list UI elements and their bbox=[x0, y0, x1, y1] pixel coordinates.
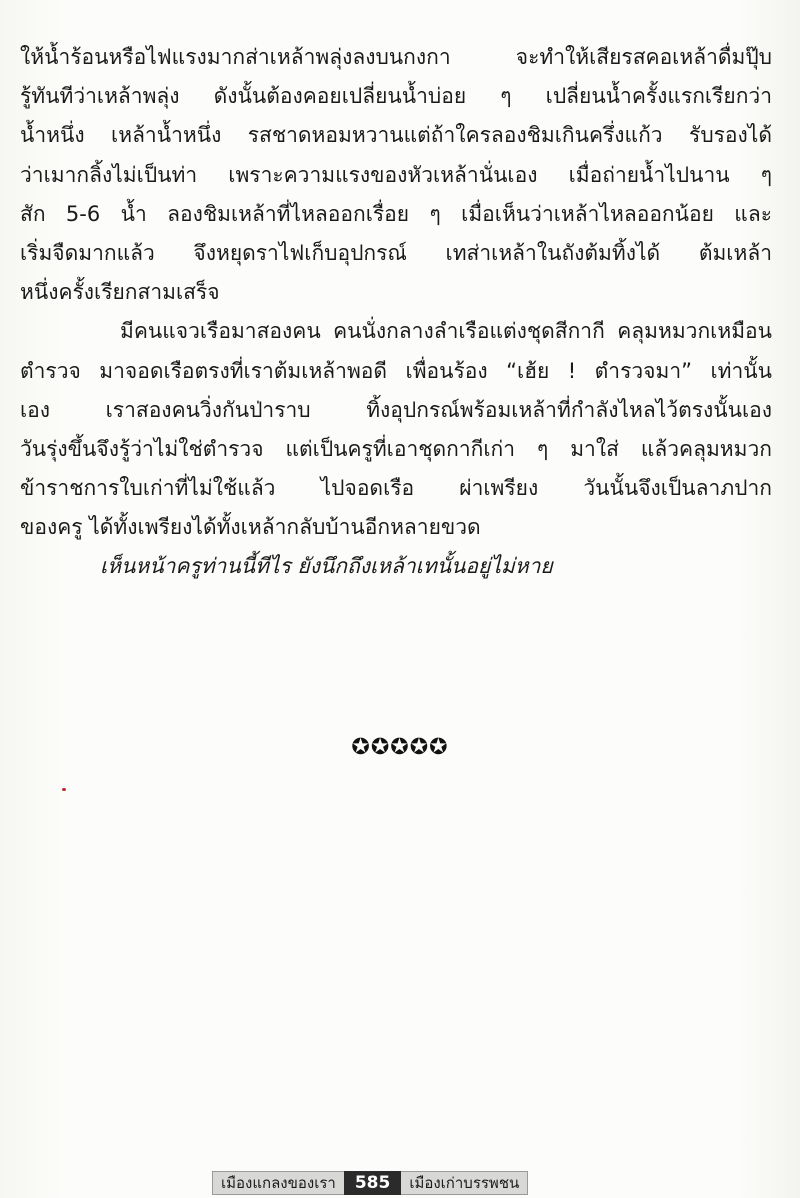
text-line: หนึ่งครั้งเรียกสามเสร็จ bbox=[20, 280, 220, 305]
text-line: เอง เราสองคนวิ่งกันป่าราบ ทิ้งอุปกรณ์พร้อมเหล้าที่กำลังไหลไว้ตรงนั้นเอง bbox=[20, 397, 772, 422]
text-line: มีคนแจวเรือมาสองคน คนนั่งกลางลำเรือแต่งชุดสีกากี คลุมหมวกเหมือน bbox=[120, 319, 772, 344]
page-footer bbox=[212, 1171, 528, 1195]
star-ornament: ✪✪✪✪✪ bbox=[351, 735, 449, 760]
text-line: เริ่มจืดมากแล้ว จึงหยุดราไฟเก็บอุปกรณ์ เทส่าเหล้าในถังต้มทิ้งได้ ต้มเหล้า bbox=[20, 240, 772, 265]
body-text bbox=[20, 38, 772, 587]
text-line: ว่าเมากลิ้งไม่เป็นท่า เพราะความแรงของหัวเหล้านั่นเอง เมื่อถ่ายน้ำไปนาน ๆ bbox=[20, 162, 772, 187]
footer-section-title: เมืองเก่าบรรพชน bbox=[401, 1171, 528, 1195]
text-line: น้ำหนึ่ง เหล้าน้ำหนึ่ง รสชาดหอมหวานแต่ถ้าใครลองชิมเกินครึ่งแก้ว รับรองได้ bbox=[20, 123, 772, 148]
page-number: 585 bbox=[344, 1171, 402, 1195]
text-line: ข้าราชการใบเก่าที่ไม่ใช้แล้ว ไปจอดเรือ ผ่าเพรียง วันนั้นจึงเป็นลาภปาก bbox=[20, 476, 772, 501]
text-line: รู้ทันทีว่าเหล้าพลุ่ง ดังนั้นต้องคอยเปลี่ยนน้ำบ่อย ๆ เปลี่ยนน้ำครั้งแรกเรียกว่า bbox=[20, 84, 772, 109]
text-line: ตำรวจ มาจอดเรือตรงที่เราต้มเหล้าพอดี เพื่อนร้อง “เฮ้ย ! ตำรวจมา” เท่านั้น bbox=[20, 358, 772, 383]
text-line: ของครู ได้ทั้งเพรียงได้ทั้งเหล้ากลับบ้านอีกหลายขวด bbox=[20, 515, 481, 540]
text-line: ให้น้ำร้อนหรือไฟแรงมากส่าเหล้าพลุ่งลงบนกงกา จะทำให้เสียรสคอเหล้าดื่มปุ๊บ bbox=[20, 45, 772, 69]
red-mark bbox=[62, 788, 66, 791]
footer-book-title: เมืองแกลงของเรา bbox=[212, 1171, 344, 1195]
text-line: วันรุ่งขึ้นจึงรู้ว่าไม่ใช่ตำรวจ แต่เป็นครูที่เอาชุดกากีเก่า ๆ มาใส่ แล้วคลุมหมวก bbox=[20, 436, 772, 461]
text-line: สัก 5-6 น้ำ ลองชิมเหล้าที่ไหลออกเรื่อย ๆ เมื่อเห็นว่าเหล้าไหลออกน้อย และ bbox=[20, 201, 772, 226]
closing-line: เห็นหน้าครูท่านนี้ทีไร ยังนึกถึงเหล้าเทนั้นอยู่ไม่หาย bbox=[100, 554, 553, 579]
